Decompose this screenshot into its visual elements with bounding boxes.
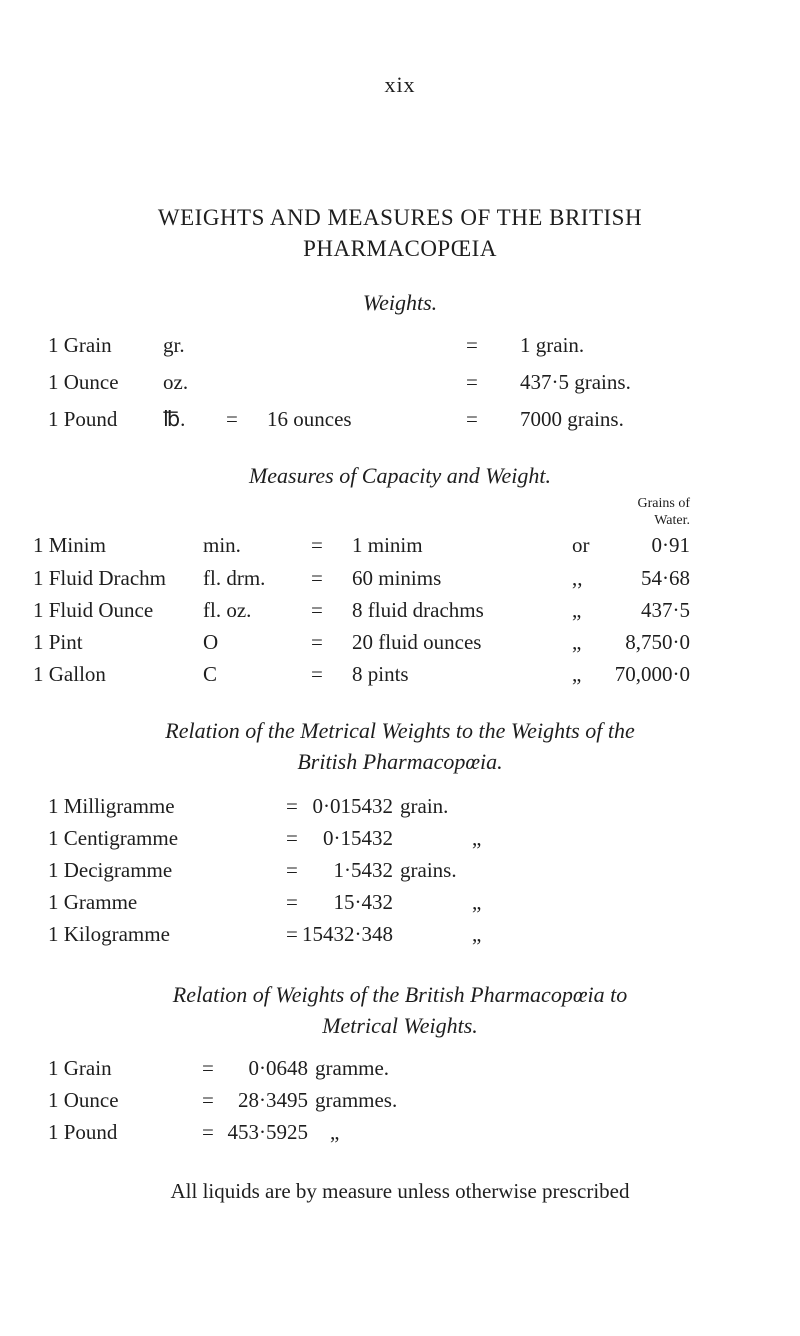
bp-row (0, 1120, 800, 1146)
metric-equals: = (286, 922, 298, 946)
capacity-value: 54·68 (641, 566, 690, 590)
weights-equals: = (466, 333, 478, 357)
metric-value: 15432·348 (302, 922, 393, 946)
bp-value: 0·0648 (248, 1056, 308, 1080)
metric-equals: = (286, 858, 298, 882)
capacity-desc: 8 fluid drachms (352, 598, 484, 622)
bp-equals: = (202, 1088, 214, 1112)
capacity-unit: 1 Pint (33, 630, 83, 654)
metric-row (0, 890, 800, 916)
capacity-value: 70,000·0 (614, 662, 690, 686)
weights-unit: 1 Ounce (48, 370, 119, 394)
capacity-conj: „ (572, 598, 582, 622)
capacity-desc: 60 minims (352, 566, 442, 590)
weights-row (0, 407, 800, 433)
metric-suffix: „ (472, 922, 482, 946)
metric-suffix: grain. (400, 794, 449, 818)
capacity-conj: „ (572, 662, 582, 686)
weights-unit: 1 Pound (48, 407, 118, 431)
metric-value: 0·15432 (323, 826, 393, 850)
capacity-column-header-line-1: Grains of (637, 496, 690, 511)
weights-equals-mid: = (226, 407, 238, 431)
capacity-unit: 1 Fluid Drachm (33, 566, 166, 590)
metric-suffix: grains. (400, 858, 457, 882)
bp-suffix: gramme. (315, 1056, 390, 1080)
capacity-heading: Measures of Capacity and Weight. (248, 463, 552, 488)
bp-equals: = (202, 1056, 214, 1080)
weights-heading: Weights. (362, 290, 438, 315)
capacity-value: 8,750·0 (625, 630, 690, 654)
capacity-equals: = (311, 630, 323, 654)
weights-equals: = (466, 370, 478, 394)
capacity-value: 0·91 (651, 533, 690, 557)
page-number: xix (384, 72, 416, 97)
metric-unit: 1 Centigramme (48, 826, 179, 850)
weights-row (0, 370, 800, 396)
capacity-desc: 8 pints (352, 662, 409, 686)
metric-value: 0·015432 (312, 794, 393, 818)
weights-unit: 1 Grain (48, 333, 112, 357)
metric-equals: = (286, 890, 298, 914)
capacity-row (0, 662, 800, 688)
metric-unit: 1 Gramme (48, 890, 138, 914)
metric-suffix: „ (472, 890, 482, 914)
weights-value: 1 grain. (520, 333, 585, 357)
capacity-row (0, 598, 800, 624)
bp-unit: 1 Grain (48, 1056, 112, 1080)
capacity-row (0, 566, 800, 592)
capacity-conj: ,, (572, 566, 583, 590)
bp-unit: 1 Pound (48, 1120, 118, 1144)
metric-value: 15·432 (333, 890, 393, 914)
weights-equals: = (466, 407, 478, 431)
capacity-abbr: C (203, 662, 218, 686)
weights-abbr: oz. (163, 370, 189, 394)
capacity-row (0, 533, 800, 559)
weights-row (0, 333, 800, 359)
metric-to-bp-heading-line-2: British Pharmacopœia. (297, 749, 503, 774)
metric-value: 1·5432 (333, 858, 393, 882)
capacity-unit: 1 Fluid Ounce (33, 598, 154, 622)
metric-unit: 1 Decigramme (48, 858, 173, 882)
weights-abbr: ℔. (163, 407, 186, 431)
bp-suffix: „ (330, 1120, 340, 1144)
capacity-unit: 1 Gallon (33, 662, 106, 686)
bp-to-metric-heading-line-2: Metrical Weights. (322, 1013, 478, 1038)
capacity-column-header-line-2: Water. (654, 513, 690, 528)
capacity-abbr: fl. oz. (203, 598, 252, 622)
capacity-unit: 1 Minim (33, 533, 106, 557)
bp-row (0, 1056, 800, 1082)
main-title-line-2: PHARMACOPŒIA (303, 236, 497, 261)
bp-equals: = (202, 1120, 214, 1144)
weights-value: 7000 grains. (520, 407, 624, 431)
weights-abbr: gr. (163, 333, 185, 357)
footnote: All liquids are by measure unless otherwise prescribed (170, 1179, 630, 1203)
bp-to-metric-heading-line-1: Relation of Weights of the British Pharmacopœia to (172, 982, 628, 1007)
main-title-line-1: WEIGHTS AND MEASURES OF THE BRITISH (157, 205, 643, 230)
metric-unit: 1 Milligramme (48, 794, 175, 818)
metric-row (0, 922, 800, 948)
metric-row (0, 826, 800, 852)
metric-equals: = (286, 826, 298, 850)
capacity-equals: = (311, 533, 323, 557)
weights-value: 437·5 grains. (520, 370, 631, 394)
capacity-abbr: O (203, 630, 219, 654)
metric-to-bp-heading-line-1: Relation of the Metrical Weights to the Weights of the (165, 718, 635, 743)
bp-suffix: grammes. (315, 1088, 398, 1112)
capacity-desc: 20 fluid ounces (352, 630, 482, 654)
metric-suffix: „ (472, 826, 482, 850)
metric-row (0, 794, 800, 820)
capacity-equals: = (311, 566, 323, 590)
metric-row (0, 858, 800, 884)
bp-row (0, 1088, 800, 1114)
capacity-abbr: fl. drm. (203, 566, 266, 590)
capacity-equals: = (311, 662, 323, 686)
capacity-conj: „ (572, 630, 582, 654)
capacity-row (0, 630, 800, 656)
bp-value: 28·3495 (238, 1088, 308, 1112)
metric-unit: 1 Kilogramme (48, 922, 170, 946)
bp-unit: 1 Ounce (48, 1088, 119, 1112)
bp-value: 453·5925 (227, 1120, 308, 1144)
capacity-conj: or (572, 533, 590, 557)
capacity-value: 437·5 (641, 598, 690, 622)
capacity-desc: 1 minim (352, 533, 423, 557)
metric-equals: = (286, 794, 298, 818)
weights-mid-value: 16 ounces (267, 407, 352, 431)
capacity-abbr: min. (203, 533, 241, 557)
capacity-equals: = (311, 598, 323, 622)
